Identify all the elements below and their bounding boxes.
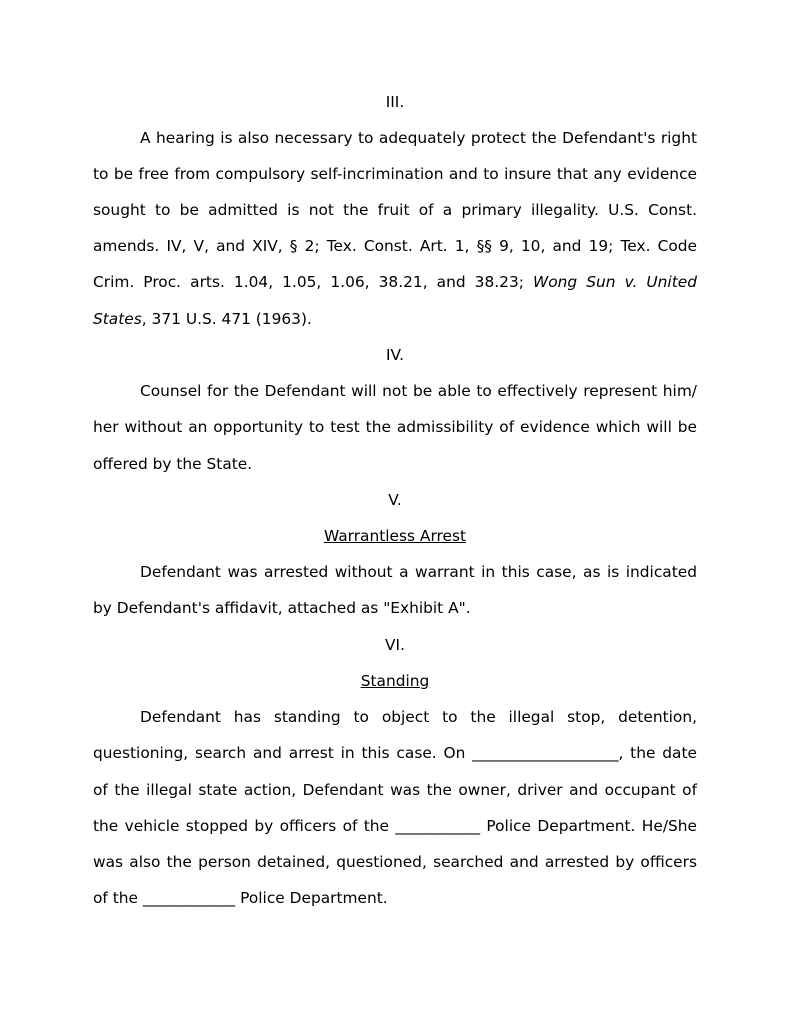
paragraph-line: Defendant was arrested without a warrant in this case, as is indicated [140, 563, 697, 581]
paragraph-line: the vehicle stopped by officers of the ___________ Police Department. He/She [93, 817, 697, 835]
paragraph-line: offered by the State. [93, 455, 253, 473]
paragraph-line: amends. IV, V, and XIV, § 2; Tex. Const. Art. 1, §§ 9, 10, and 19; Tex. Code [93, 237, 697, 255]
section-numeral-v: V. [388, 491, 402, 509]
paragraph-line: Counsel for the Defendant will not be able to effectively represent him/ [140, 382, 697, 400]
section-heading-text: Warrantless Arrest [323, 527, 467, 545]
paragraph-line: of the illegal state action, Defendant was the owner, driver and occupant of [93, 781, 697, 799]
paragraph-line: was also the person detained, questioned, searched and arrested by officers [93, 853, 697, 871]
case-name: States [93, 310, 142, 328]
paragraph-line: by Defendant's affidavit, attached as "Exhibit A". [93, 599, 471, 617]
paragraph-line: sought to be admitted is not the fruit of a primary illegality. U.S. Const. [93, 201, 697, 219]
section-numeral-iii: III. [385, 93, 405, 111]
paragraph-line: questioning, search and arrest in this case. On ___________________, the date [93, 744, 697, 762]
paragraph-line [93, 309, 697, 329]
paragraph-line [93, 272, 697, 292]
case-name: Wong Sun v. United [533, 273, 697, 291]
section-numeral-vi: VI. [385, 636, 405, 654]
paragraph-line: to be free from compulsory self-incrimination and to insure that any evidence [93, 165, 697, 183]
citation-text: Crim. Proc. arts. 1.04, 1.05, 1.06, 38.21, and 38.23; [93, 273, 524, 291]
paragraph-line: her without an opportunity to test the admissibility of evidence which will be [93, 418, 697, 436]
paragraph-line: Defendant has standing to object to the illegal stop, detention, [140, 708, 697, 726]
case-citation: , 371 U.S. 471 (1963). [141, 310, 312, 328]
section-heading-text: Standing [360, 672, 430, 690]
section-numeral-iv: IV. [386, 346, 404, 364]
section-heading [93, 526, 697, 546]
paragraph-line: of the ____________ Police Department. [93, 889, 388, 907]
section-heading [93, 671, 697, 691]
paragraph-line: A hearing is also necessary to adequately protect the Defendant's right [140, 129, 697, 147]
